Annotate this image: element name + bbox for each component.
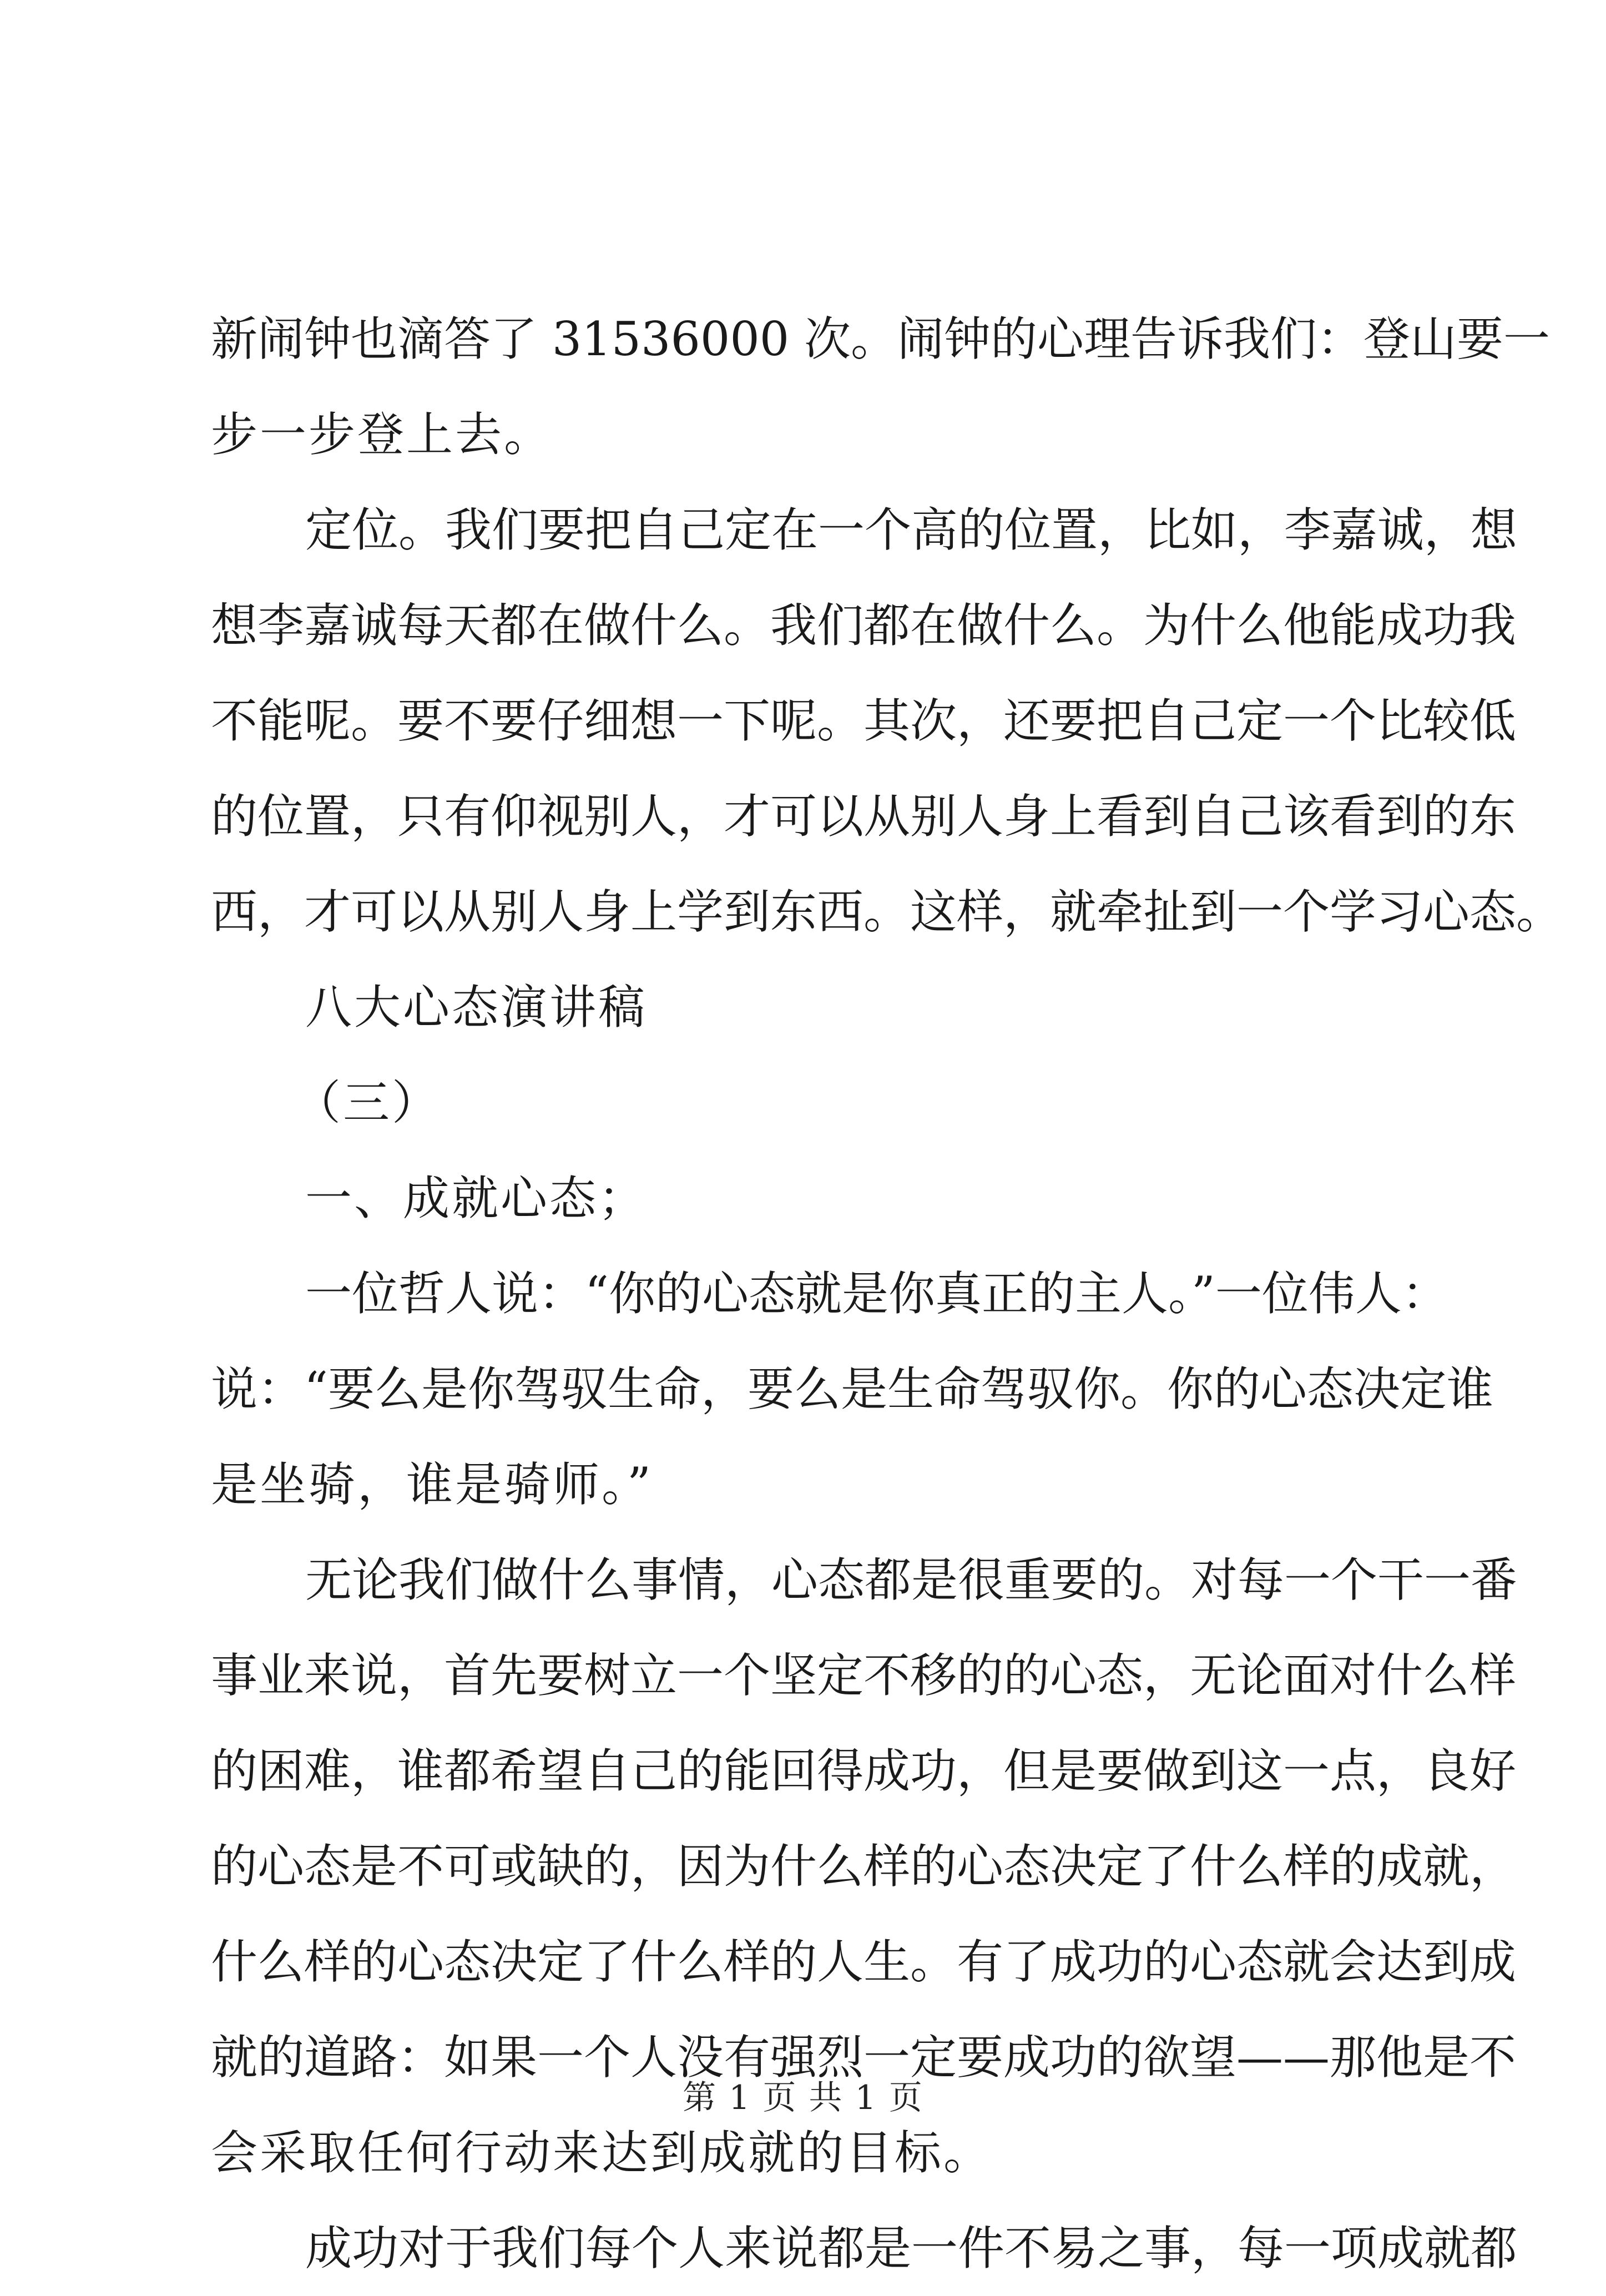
page-footer: 第 1 页 共 1 页	[683, 2078, 923, 2117]
section-title: 八大心态演讲稿	[305, 980, 648, 1035]
text-line: 不能呢。要不要仔细想一下呢。其次，还要把自己定一个比较低	[211, 694, 1517, 748]
text-line: 就的道路：如果一个人没有强烈一定要成功的欲望——那他是不	[211, 2030, 1517, 2085]
body-text	[211, 291, 1563, 2296]
paragraph-start-line: 无论我们做什么事情，心态都是很重要的。对每一个干一番	[305, 1553, 1518, 1607]
text-line: 的位置，只有仰视别人，才可以从别人身上看到自己该看到的东	[211, 789, 1517, 844]
text-line: 步一步登上去。	[211, 407, 553, 462]
text-line: 什么样的心态决定了什么样的人生。有了成功的心态就会达到成	[211, 1935, 1517, 1989]
paragraph-start-line: 成功对于我们每个人来说都是一件不易之事，每一项成就都	[305, 2221, 1518, 2275]
text-line: 会采取任何行动来达到成就的目标。	[211, 2126, 993, 2180]
section-heading: 一、成就心态；	[305, 1171, 648, 1225]
text-line: 说：“要么是你驾驭生命，要么是生命驾驭你。你的心态决定谁	[211, 1362, 1493, 1416]
paragraph-start-line: 定位。我们要把自己定在一个高的位置，比如，李嘉诚，想	[305, 503, 1518, 557]
section-number: （三）	[294, 1076, 441, 1130]
text-line: 的困难，谁都希望自己的能回得成功，但是要做到这一点，良好	[211, 1744, 1517, 1798]
text-line: 想李嘉诚每天都在做什么。我们都在做什么。为什么他能成功我	[211, 598, 1517, 653]
text-line: 新闹钟也滴答了 31536000 次。闹钟的心理告诉我们：登山要一	[211, 312, 1550, 366]
text-line: 的心态是不可或缺的，因为什么样的心态决定了什么样的成就，	[211, 1839, 1517, 1894]
paragraph-start-line: 一位哲人说：“你的心态就是你真正的主人。”一位伟人：	[305, 1266, 1448, 1321]
text-line: 事业来说，首先要树立一个坚定不移的的心态，无论面对什么样	[211, 1648, 1517, 1703]
text-line: 是坐骑，谁是骑师。”	[211, 1457, 653, 1512]
text-line: 西，才可以从别人身上学到东西。这样，就牵扯到一个学习心态。	[211, 885, 1563, 939]
